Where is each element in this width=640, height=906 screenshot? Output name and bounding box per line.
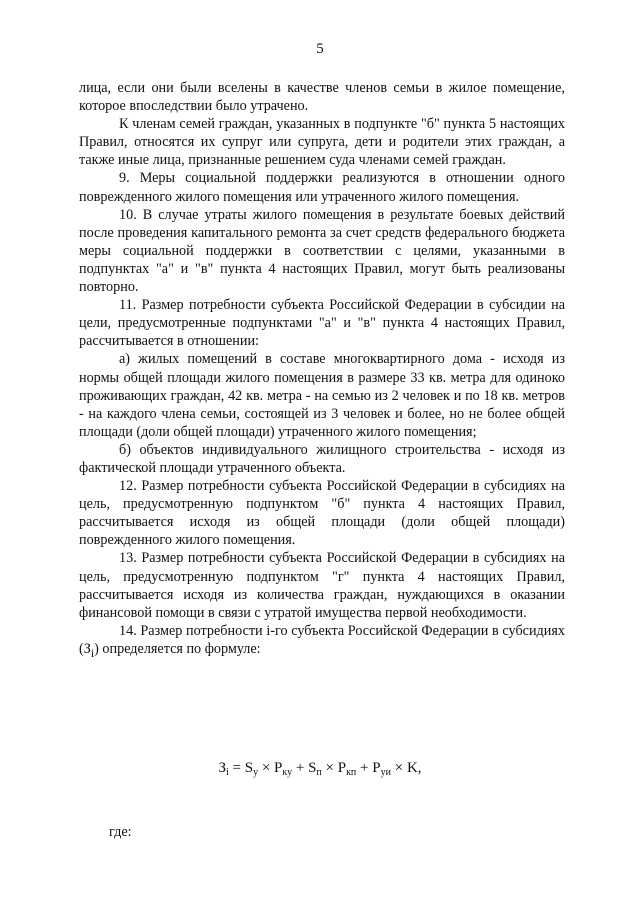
paragraph-13: 13. Размер потребности субъекта Российской Федерации в субсидиях на цель, предусмотренную подпунктом "г" пункта 4 настоящих Правил, рассчитывается исходя из количества граждан, нуждающихся в оказании финансовой помощи в связи с утратой имущества первой необходимости. (79, 550, 565, 621)
paragraph-14 (79, 622, 565, 662)
formula-s-y: S (244, 760, 254, 776)
formula-lhs: З (218, 760, 226, 776)
formula-op4: + (356, 760, 373, 776)
formula-p-ky: Р (274, 760, 283, 776)
formula-op3: × (321, 760, 338, 776)
paragraph-11: 11. Размер потребности субъекта Российской Федерации в субсидии на цели, предусмотренные подпунктами "а" и "в" пункта 4 настоящих Правил, рассчитывается в отношении: (79, 297, 565, 350)
subsidy-formula (0, 758, 640, 778)
paragraph-continuation: лица, если они были вселены в качестве членов семьи в жилое помещение, которое впоследствии было утрачено. (79, 80, 565, 115)
paragraph-9: 9. Меры социальной поддержки реализуются в отношении одного поврежденного жилого помещения или утраченного жилого помещения. (79, 170, 565, 205)
formula-k: K, (406, 760, 422, 776)
formula-p-ui: Р (372, 760, 381, 776)
formula-p-ui-sub: уи (380, 767, 391, 778)
paragraph-14-subscript: i (90, 645, 95, 660)
paragraph-14-text: 14. Размер потребности i-го субъекта Российской Федерации в субсидиях (З (79, 622, 565, 657)
formula-op5: × (390, 760, 407, 776)
formula-lhs-sub: i (225, 767, 229, 778)
formula-p-kp: Р (337, 760, 347, 776)
formula-op2: + (292, 760, 309, 776)
formula-s-p: S (308, 760, 317, 776)
formula-op1: × (258, 760, 275, 776)
formula-p-kp-sub: кп (346, 767, 357, 778)
formula-s-y-sub: у (253, 767, 259, 778)
paragraph-family-members: К членам семей граждан, указанных в подпункте "б" пункта 5 настоящих Правил, относятся их супруг или супруга, дети и родители этих граждан, а также иные лица, признанные решением суда членами семей граждан. (79, 116, 565, 169)
page-number: 5 (316, 41, 324, 57)
formula-p-ky-sub: ку (282, 767, 293, 778)
paragraph-11-b: б) объектов индивидуального жилищного строительства - исходя из фактической площади утраченного объекта. (79, 441, 565, 476)
formula-s-p-sub: п (316, 767, 322, 778)
paragraph-14-tail: ) определяется по формуле: (94, 640, 261, 657)
where-label: где: (109, 824, 132, 840)
document-body (79, 79, 565, 662)
paragraph-12: 12. Размер потребности субъекта Российской Федерации в субсидиях на цель, предусмотренную подпунктом "б" пункта 4 настоящих Правил, рассчитывается исходя из общей площади (доли общей площади) поврежденного жилого помещения. (79, 478, 565, 549)
paragraph-10: 10. В случае утраты жилого помещения в результате боевых действий после проведения капитального ремонта за счет средств федерального бюджета меры социальной поддержки в соответствии с целями, указанными в подпунктах "а" и "в" пункта 4 настоящих Правил, могут быть реализованы повторно. (79, 206, 565, 296)
formula-eq: = (228, 760, 245, 776)
paragraph-11-a: а) жилых помещений в составе многоквартирного дома - исходя из нормы общей площади жилого помещения в размере 33 кв. метра для одиноко проживающих граждан, 42 кв. метра - на семью из 2 человек и по 18 кв. метров - на каждого члена семьи, состоящей из 3 человек и более, но не более общей площади (доли общей площади) утраченного жилого помещения; (79, 351, 565, 440)
